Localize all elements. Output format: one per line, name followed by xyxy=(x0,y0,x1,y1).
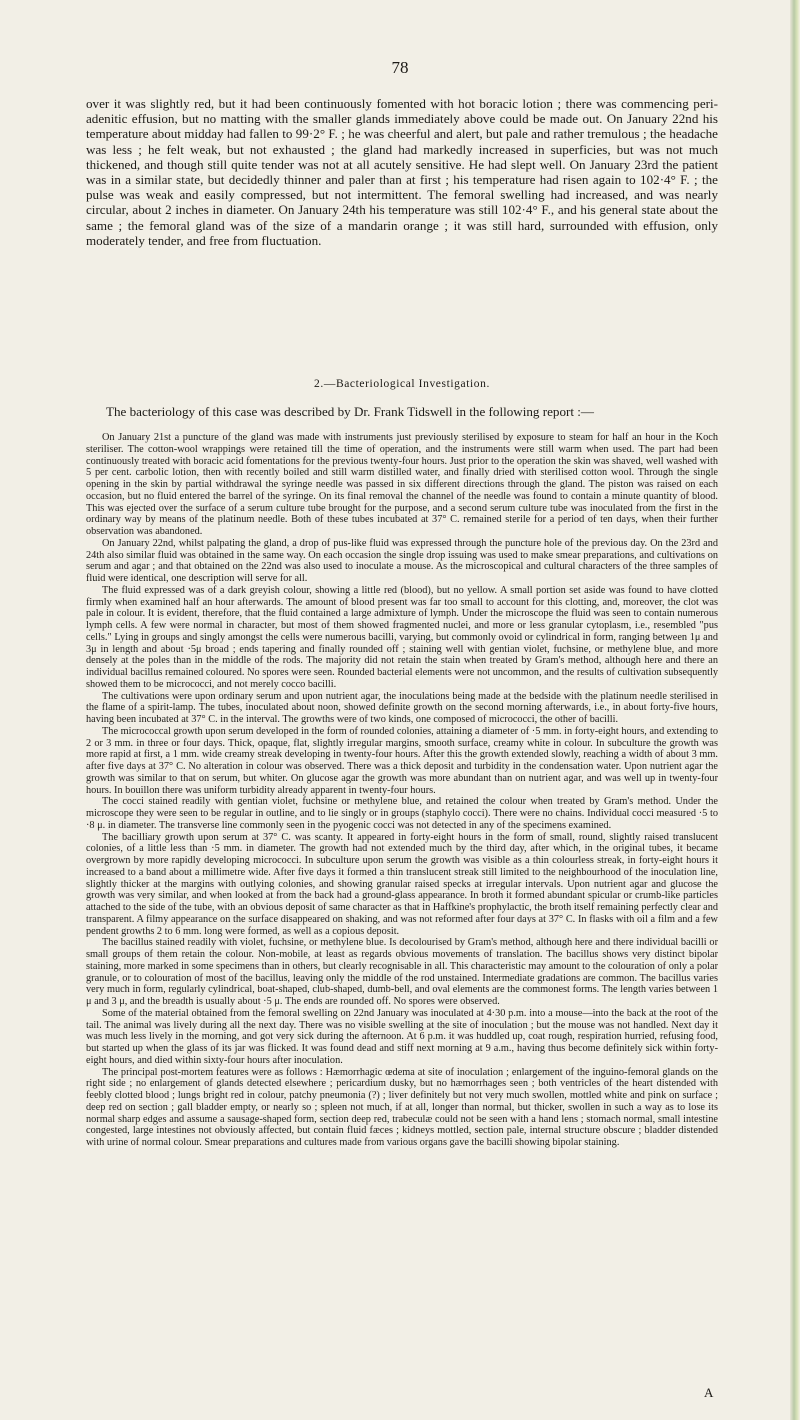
case-narrative-paragraph: over it was slightly red, but it had been continuously fomented with hot boracic lotion ; there was commencing peri-adenitic effusion, but no matting with the smaller glands immediately above could be made out. On January 22nd his temperature about midday had fallen to 99·2° F. ; he was cheerful and alert, but pale and rather tremulous ; the headache was less ; he felt weak, but not exhausted ; the gland had markedly increased in superficies, but was not much thickened, and though still quite tender was not at all acutely sensitive. He had slept well. On January 23rd the patient was in a similar state, but decidedly thinner and paler than at first ; his temperature had risen again to 102·4° F. ; the pulse was weak and easily compressed, but not intermittent. The femoral swelling had increased, and was nearly circular, about 2 inches in diameter. On January 24th his temperature was still 102·4° F., and his general state about the same ; the femoral gland was of the size of a mandarin orange ; it was still hard, surrounded with effusion, only moderately tender, and free from fluctuation. xyxy=(86,96,718,248)
report-paragraph: On January 21st a puncture of the gland was made with instruments just previously sterilised by exposure to steam for half an hour in the Koch steriliser. The cotton-wool wrappings were retained till the time of operation, and the instruments were still warm when used. The part had been continuously treated with boracic acid fomentations for the previous twenty-four hours. Just prior to the operation the skin was shaved, well washed with 5 per cent. carbolic lotion, then with recently boiled and still warm distilled water, and finally dried with sterilised cotton wool. Through the single opening in the skin by partial withdrawal the syringe needle was passed in six different directions through the gland. The piston was raised on each occasion, but no fluid entered the barrel of the syringe. On its final removal the channel of the needle was found to contain a minute quantity of blood. This was ejected over the surface of a serum culture tube brought for the purpose, and a second serum culture tube was inoculated from the first in the ordinary way by means of the platinum needle. Both of these tubes incubated at 37° C. remained sterile for a period of ten days, when their further observation was abandoned. xyxy=(86,432,718,537)
report-paragraph: The principal post-mortem features were as follows : Hæmorrhagic œdema at site of inoculation ; enlargement of the inguino-femoral glands on the right side ; no enlargement of glands detected elsewhere ; pericardium dusky, but no hæmorrhages seen ; both ventricles of the heart distended with feebly clotted blood ; lungs bright red in colour, patchy pneumonia (?) ; liver definitely but not very much swollen, mottled white and pink on surface ; deep red on section ; gall bladder empty, or nearly so ; spleen not much, if at all, longer than normal, but thicker, swollen in such a way as to lose its normal sharp edges and assume a sausage-shaped form, section deep red, trabeculæ could not be seen with a hand lens ; stomach normal, small intestine congested, large intestines not obviously affected, but contain fluid fæces ; kidneys mottled, section pale, internal structure obscure ; bladder distended with urine of normal colour. Smear preparations and cultures made from various organs gave the bacilli showing bipolar staining. xyxy=(86,1066,718,1148)
report-paragraph: On January 22nd, whilst palpating the gland, a drop of pus-like fluid was expressed through the puncture hole of the previous day. On the 23rd and 24th also similar fluid was obtained in the same way. On each occasion the single drop issuing was used to make smear preparations, and cultivations on serum and agar ; and that obtained on the 22nd was also used to inoculate a mouse. As the microscopical and cultural characters of the three samples of fluid were identical, one description will serve for all. xyxy=(86,537,718,584)
report-paragraph: The micrococcal growth upon serum developed in the form of rounded colonies, attaining a diameter of ·5 mm. in forty-eight hours, and extending to 2 or 3 mm. in three or four days. Thick, opaque, flat, slightly irregular margins, smooth surface, creamy white in colour. In subculture the growth was more rapid at first, a 1 mm. wide creamy streak developing in twenty-four hours. After this the growth extended slowly, reaching a width of about 3 mm. after five days at 37° C. No alteration in colour was observed. There was a thick deposit and turbidity in the condensation water. Upon nutrient agar the growth was similar to that on serum, but whiter. On glucose agar the growth was more abundant than on nutrient agar, and was well up in twenty-four hours. In bouillon there was uniform turbidity already apparent in twenty-four hours. xyxy=(86,725,718,796)
report-paragraph: The cultivations were upon ordinary serum and upon nutrient agar, the inoculations being made at the bedside with the platinum needle sterilised in the flame of a spirit-lamp. The tubes, inoculated about noon, showed definite growth on the second morning afterwards, i.e., in about forty-five hours, having been incubated at 37° C. in the interval. The growths were of two kinds, one composed of micrococci, the other of bacilli. xyxy=(86,690,718,725)
signature-mark: A xyxy=(704,1385,714,1400)
report-paragraph: The fluid expressed was of a dark greyish colour, showing a little red (blood), but no yellow. A small portion set aside was found to have clotted firmly when examined half an hour afterwards. The amount of blood present was far too small to account for this clotting, and, moreover, the clot was pale in colour. It is evident, therefore, that the fluid contained a large admixture of lymph. Under the microscope the fluid was seen to contain numerous lymph cells. A few were normal in character, but most of them showed fragmented nuclei, and more or less granular cytoplasm, i.e., resembled "pus cells." Lying in groups and singly amongst the cells were numerous bacilli, varying, but commonly ovoid or cylindrical in form, ranging between 1μ and 3μ in length and about ·5μ broad ; ends tapering and finally rounded off ; staining well with gentian violet, fuchsine, or methylene blue, and more densely at the poles than in the middle of the rods. The majority did not retain the stain when treated by Gram's method, although here and there an individual bacillus remained coloured. No spores were seen. Rounded bacterial elements were not uncommon, and the results of cultivation subsequently showed them to be micrococci, and not merely cocco bacilli. xyxy=(86,584,718,690)
report-paragraph: The cocci stained readily with gentian violet, fuchsine or methylene blue, and retained the colour when treated by Gram's method. Under the microscope they were seen to be regular in outline, and to lie singly or in groups (staphylo cocci). There were no chains. Individual cocci measured ·5 to ·8 μ. in diameter. The transverse line commonly seen in the pyogenic cocci was not detected in any of the specimens examined. xyxy=(86,796,718,831)
section-intro: The bacteriology of this case was described by Dr. Frank Tidswell in the following report :— xyxy=(106,404,595,419)
bacteriology-report xyxy=(86,432,718,1149)
report-paragraph: The bacilliary growth upon serum at 37° C. was scanty. It appeared in forty-eight hours in the form of small, round, slightly raised translucent colonies, of a little less than ·5 mm. in diameter. The growth had not extended much by the third day, after which, in the original tubes, it became overgrown by more rapidly developing micrococci. In subculture upon serum the growth was visible as a thin colourless streak, in forty-eight hours it increased to a band about a millimetre wide. After five days it formed a thin translucent streak still limited to the neighbourhood of the inoculation line, slightly thicker at the margins with outlying colonies, and showing granular raised specks at irregular intervals. Upon nutrient agar and glucose the growth was very similar, and when looked at from the back had a ground-glass appearance. In broth it formed abundant spicular or crumb-like particles attached to the side of the tube, with an obvious deposit of same character as that in Haffkine's prophylactic, the broth itself remaining perfectly clear and transparent. A filmy appearance on the surface disappeared on shaking, and was not reformed after four days at 37° C. In flasks with oil a film and a few pendent growths 2 to 6 mm. long were formed, as well as a copious deposit. xyxy=(86,831,718,937)
section-heading: 2.—Bacteriological Investigation. xyxy=(314,378,490,390)
page-edge xyxy=(790,0,800,1420)
report-paragraph: Some of the material obtained from the femoral swelling on 22nd January was inoculated at 4·30 p.m. into a mouse—into the back at the root of the tail. The animal was lively during all the next day. There was no visible swelling at the site of inoculation ; but the mouse was not handled. Next day it was much less lively in the morning, and got very sick during the afternoon. At 6 p.m. it was huddled up, coat rough, respiration hurried, refusing food, but started up when the glass of its jar was flicked. It was found dead and stiff next morning at 9 a.m., having thus become definitely sick within forty-eight hours, and died within sixty-four hours after inoculation. xyxy=(86,1007,718,1066)
report-paragraph: The bacillus stained readily with violet, fuchsine, or methylene blue. Is decolourised by Gram's method, although here and there individual bacilli or small groups of them retain the colour. Non-mobile, at least as regards obvious movements of translation. The bacillus shows very distinct bipolar staining, more marked in some specimens than in others, but clearly recognisable in all. This characteristic may amount to the colouration of only a polar granule, or to colouration of most of the bacillus, leaving only the middle of the rod unstained. Intermediate gradations are common. The bacillus varies very much in form, regularly cylindrical, boat-shaped, club-shaped, dumb-bell, and oval elements are the commonest forms. The length varies between 1 μ and 3 μ, and the breadth is usually about ·5 μ. The ends are rounded off. No spores were observed. xyxy=(86,937,718,1007)
page-number: 78 xyxy=(391,58,409,77)
